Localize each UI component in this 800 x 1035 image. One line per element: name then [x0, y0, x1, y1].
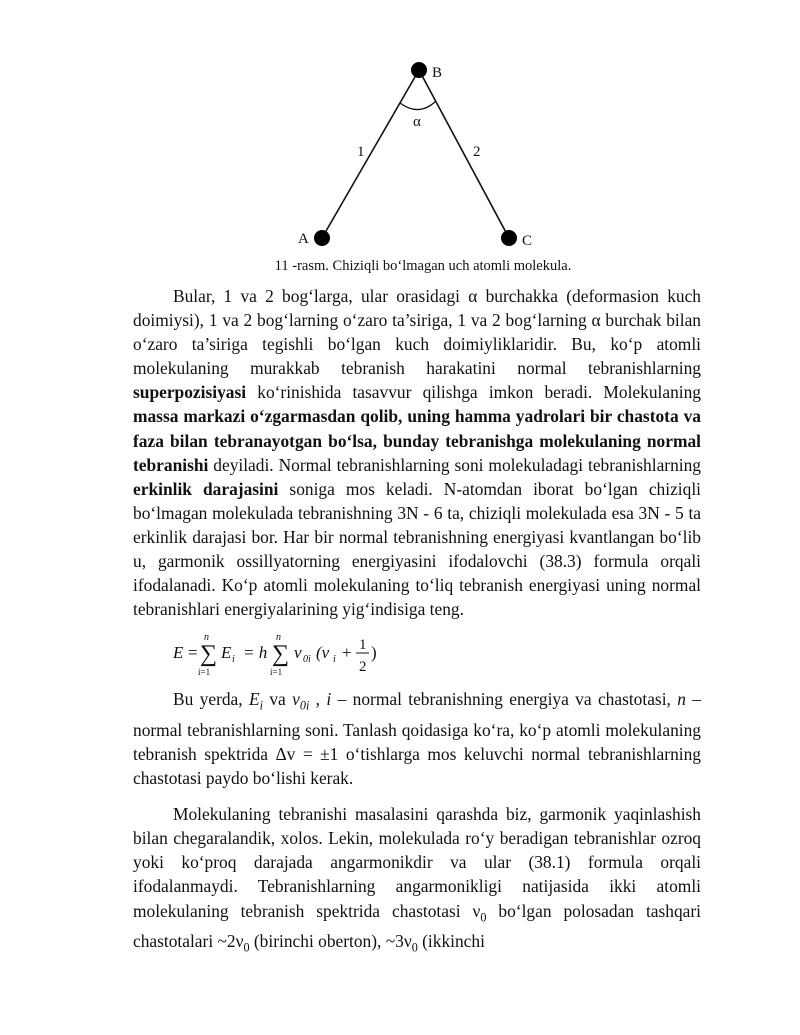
p2-text-1: Bu yerda,: [173, 689, 249, 710]
paragraph-1: [133, 284, 701, 621]
atom-c: [501, 230, 517, 246]
p1-text-1: Bular, 1 va 2 bog‘larga, ular orasidagi α burchakka (deformasion kuch doimiysi), 1 va 2 bog‘larning o‘zaro ta’siriga, 1 va 2 bog‘larning α burchak bilan o‘zaro ta’siriga tegishli bo‘lgan kuch doimiyliklaridir. Bu, ko‘p atomli molekulaning murakkab tebranish harakatini normal tebranishlarning: [133, 286, 701, 379]
molecule-diagram: [0, 0, 800, 262]
atom-b: [411, 62, 427, 78]
p3-text-3: (birinchi oberton), ~3ν: [249, 931, 412, 952]
f-two: 2: [359, 659, 367, 676]
label-bond-1: 1: [357, 144, 365, 160]
p1-bold-definition: massa markazi o‘zgarmasdan qolib, uning hamma yadrolari bir chastota va faza bilan tebranayotgan bo‘lsa, bunday tebranishga molekulaning normal tebranishi: [133, 406, 701, 475]
p3-sub-2: 0: [243, 940, 250, 955]
f-Ei: E: [221, 643, 232, 663]
f-sum1: ∑: [200, 641, 218, 668]
body-text: [133, 284, 701, 960]
p2-text-5: – normal tebranishlarning soni. Tanlash qoidasiga ko‘ra, ko‘p atomli molekulaning tebranish spektrida Δv = ±1 o‘tishlarga mos keluvchi normal tebranishlarning chastotasi paydo bo‘lishi kerak.: [133, 689, 701, 789]
f-eq2: = h: [243, 643, 268, 663]
atom-a: [314, 230, 330, 246]
p3-text-4: (ikkinchi: [417, 931, 485, 952]
f-eq1: =: [188, 643, 198, 663]
p2-nu-sub: 0i: [299, 698, 310, 713]
bond-1: [322, 70, 419, 238]
f-nu-sub: 0i: [303, 654, 311, 666]
f-nu: ν: [294, 643, 302, 663]
f-sum2: ∑: [272, 641, 290, 668]
energy-formula: [133, 621, 701, 687]
p2-text-4: – normal tebranishning energiya va chastotasi,: [331, 689, 678, 710]
f-n-top1: n: [204, 632, 209, 644]
label-b: B: [432, 65, 443, 81]
label-alpha: α: [413, 114, 421, 130]
f-vi-sub: i: [333, 654, 336, 666]
p3-sub-1: 0: [480, 910, 487, 924]
figure-caption: 11 -rasm. Chiziqli bo‘lmagan uch atomli molekula.: [274, 258, 572, 274]
f-close: ): [371, 643, 377, 663]
label-a: A: [298, 231, 309, 247]
f-i1-bottom2: i=1: [270, 667, 283, 678]
label-c: C: [522, 233, 533, 249]
p1-text-2: ko‘rinishida tasavvur qilishga imkon beradi. Molekulaning: [246, 382, 701, 403]
p1-text-4: soniga mos keladi. N-atomdan iborat bo‘lgan chiziqli bo‘lmagan molekulada tebranishning 3N - 6 ta, chiziqli molekulada esa 3N - 5 ta erkinlik darajasi bor. Har bir normal tebranishning energiyasi kvantlangan bo‘lib u, garmonik ossillyatorning energiyasini ifodalovchi (38.3) formula orqali ifodalanadi. Ko‘p atomli molekulaning to‘liq tebranish energiyasi uning normal tebranishlari energiyalarining yig‘indisiga teng.: [133, 478, 701, 620]
p3-sub-3: 0: [411, 940, 418, 955]
f-i1-bottom1: i=1: [198, 667, 211, 678]
p2-Ei-sub: i: [259, 698, 263, 713]
paragraph-3: [133, 802, 701, 960]
p1-text-3: deyiladi. Normal tebranishlarning soni molekuladagi tebranishlarning: [208, 454, 701, 475]
f-E: E: [173, 643, 184, 663]
p2-n: n: [677, 689, 686, 710]
p3-text-1: Molekulaning tebranishi masalasini qarashda biz, garmonik yaqinlashish bilan chegaralandik, xolos. Lekin, molekulada ro‘y beradigan tebranishlar ozroq yoki ko‘proq darajada angarmonikdir va ular (38.1) formula orqali ifodalanmaydi. Tebranishlarning angarmonikligi natijasida ikki atomli molekulaning tebranish spektrida chastotasi ν: [133, 804, 701, 921]
p2-i: i: [326, 689, 332, 710]
f-plus: +: [342, 643, 352, 663]
p1-bold-degrees: erkinlik darajasini: [133, 478, 279, 499]
molecule-figure: [0, 0, 800, 262]
label-bond-2: 2: [473, 144, 481, 160]
angle-arc: [400, 101, 436, 110]
p2-text-2: va: [263, 689, 293, 710]
f-paren: (v: [316, 643, 330, 663]
p2-Ei: E: [248, 689, 260, 710]
f-n-top2: n: [276, 632, 281, 644]
f-one: 1: [359, 637, 367, 654]
p2-text-3: ,: [309, 689, 327, 710]
p2-nu: ν: [292, 689, 300, 710]
paragraph-2: [133, 687, 701, 790]
p3-text-2: bo‘lgan polosadan tashqari chastotalari ~2ν: [133, 900, 701, 952]
bond-2: [419, 70, 509, 238]
f-Ei-sub: i: [232, 654, 235, 666]
p1-bold-superposition: superpozisiyasi: [133, 382, 247, 403]
